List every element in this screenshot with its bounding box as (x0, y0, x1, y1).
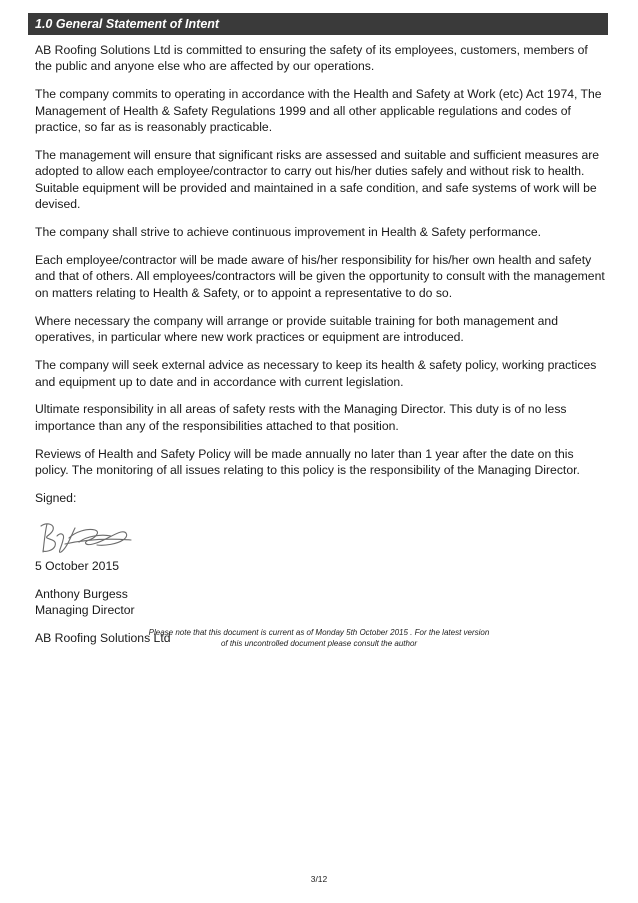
page-number: 3/12 (310, 874, 328, 884)
paragraph-risk-assessment: The management will ensure that significant risks are assessed and suitable and sufficient measures are adopted to allow each employee/contractor to carry out his/her duties safely and without risk to health. Suitable equipment will be provided and maintained in a safe condition, and safe systems of work will be devised. (35, 148, 600, 212)
signed-label: Signed: (35, 491, 77, 506)
paragraph-improvement: The company shall strive to achieve continuous improvement in Health & Safety performance. (35, 225, 542, 240)
paragraph-responsibility: Each employee/contractor will be made aware of his/her responsibility for his/her own health and safety and that of others. All employees/contractors will be given the opportunity to consult with the management on matters relating to Health & Safety, or to appoint a representative to do so. (35, 253, 605, 300)
policy-body (35, 42, 608, 658)
note-line-1: Please note that this document is current as of Monday 5th October 2015 . For the latest version (148, 628, 490, 637)
paragraph-legislation: The company commits to operating in accordance with the Health and Safety at Work (etc) Act 1974, The Management of Health & Safety Regulations 1999 and all other applicable regulations and codes of practice, so far as is reasonably practicable. (35, 87, 602, 135)
document-control-note (0, 628, 638, 649)
paragraph-ultimate-responsibility: Ultimate responsibility in all areas of safety rests with the Managing Director. This duty is of no less importance than any of the responsibilities attached to that position. (35, 402, 567, 433)
signer-name: Anthony Burgess (35, 586, 128, 601)
paragraph-commitment: AB Roofing Solutions Ltd is committed to ensuring the safety of its employees, customers, members of the public and anyone else who are affected by our operations. (35, 43, 588, 74)
section-title: 1.0 General Statement of Intent (28, 13, 608, 35)
paragraph-training: Where necessary the company will arrange or provide suitable training for both management and operatives, in particular where new work practices or equipment are introduced. (35, 313, 558, 345)
signer-role: Managing Director (35, 603, 135, 618)
company-name: AB Roofing Solutions Ltd (35, 631, 171, 646)
signer-details (35, 586, 608, 619)
note-line-2: of this uncontrolled document please consult the author (220, 638, 418, 648)
paragraph-external-advice: The company will seek external advice as necessary to keep its health & safety policy, working practices and equipment up to date and in accordance with current legislation. (35, 358, 597, 389)
paragraph-reviews: Reviews of Health and Safety Policy will be made annually no later than 1 year after the date on this policy. The monitoring of all issues relating to this policy is the responsibility of the Managing Director. (35, 446, 580, 478)
handwritten-signature (35, 518, 135, 556)
signature-date: 5 October 2015 (35, 558, 120, 573)
